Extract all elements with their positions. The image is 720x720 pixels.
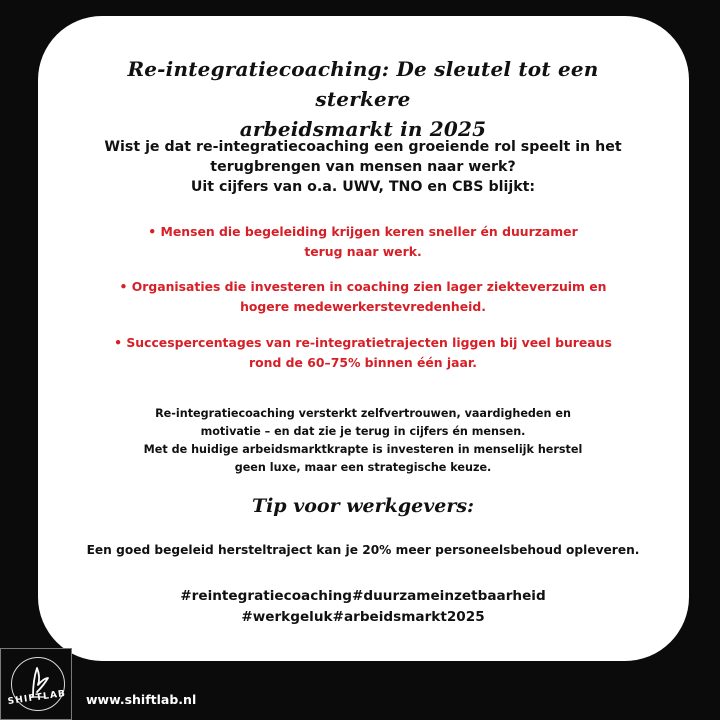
logo-text: SHIFTLAB [7, 688, 67, 708]
hashtags [48, 586, 678, 628]
summary-line: Met de huidige arbeidsmarktkrapte is investeren in menselijk herstel [143, 443, 583, 456]
title [83, 54, 643, 144]
statistic-line: hogere medewerkerstevredenheid. [240, 299, 486, 314]
intro-text [58, 137, 668, 197]
shiftlab-logo [0, 648, 72, 720]
statistic-line: • Succespercentages van re-integratietrajecten liggen bij veel bureaus [114, 335, 612, 350]
summary-line: Re-integratiecoaching versterkt zelfvertrouwen, vaardigheden en [155, 407, 571, 420]
intro-line: Uit cijfers van o.a. UWV, TNO en CBS blijkt: [190, 179, 536, 195]
statistic-point-3 [58, 333, 668, 373]
statistic-line: terug naar werk. [304, 244, 422, 259]
statistic-line: rond de 60–75% binnen één jaar. [249, 355, 477, 370]
hashtag-line: #reintegratiecoaching#duurzameinzetbaarheid [180, 588, 546, 604]
title-line: Re-integratiecoaching: De sleutel tot een sterkere [127, 57, 599, 111]
statistic-line: • Mensen die begeleiding krijgen keren sneller én duurzamer [148, 224, 578, 239]
statistic-line: • Organisaties die investeren in coaching zien lager ziekteverzuim en [119, 279, 607, 294]
summary-line: motivatie – en dat zie je terug in cijfers én mensen. [200, 425, 526, 438]
tip-text: Een goed begeleid hersteltraject kan je 20% meer personeelsbehoud opleveren. [86, 543, 640, 557]
content-card [38, 16, 689, 661]
summary-line: geen luxe, maar een strategische keuze. [234, 461, 492, 474]
intro-line: terugbrengen van mensen naar werk? [210, 159, 516, 175]
hashtag-line: #werkgeluk#arbeidsmarkt2025 [241, 609, 485, 625]
statistic-point-2 [58, 277, 668, 317]
title-line: arbeidsmarkt in 2025 [239, 117, 487, 141]
statistic-point-1 [58, 222, 668, 262]
tip-heading: Tip voor werkgevers: [251, 495, 475, 517]
summary-text [58, 405, 668, 477]
intro-line: Wist je dat re-integratiecoaching een groeiende rol speelt in het [104, 139, 622, 155]
website-link[interactable]: www.shiftlab.nl [86, 692, 197, 707]
